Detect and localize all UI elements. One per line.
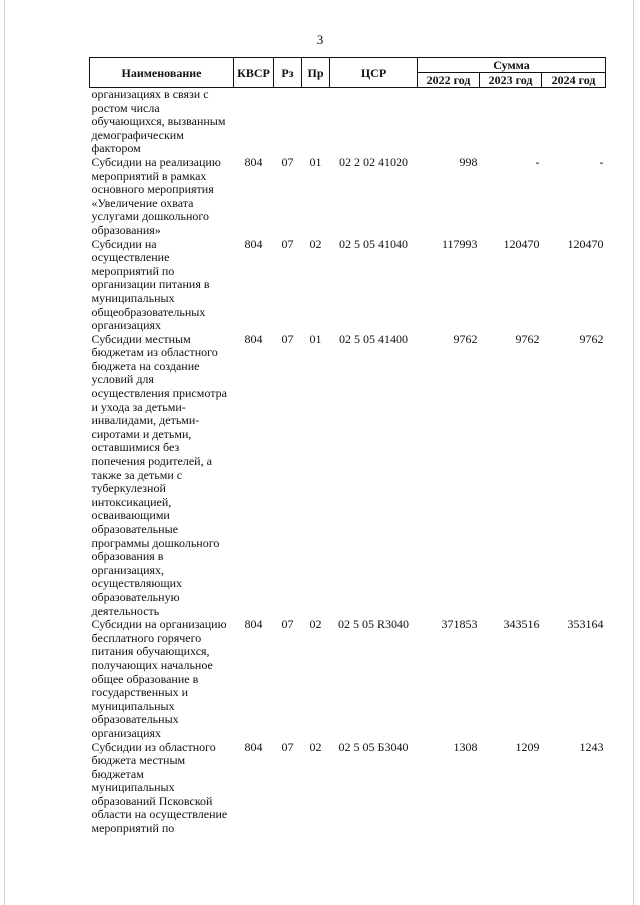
row-name-line: образовательную: [91, 589, 180, 604]
row-name-line: деятельность: [91, 603, 160, 618]
row-name-line: Субсидии на реализацию: [91, 154, 221, 169]
row-name-line: попечения родителей, а: [91, 454, 212, 469]
row-name: [90, 156, 234, 238]
scan-edge-left: [4, 0, 5, 905]
row-name: [90, 333, 234, 618]
row-name-line: Субсидии на: [91, 236, 157, 251]
row-name-line: питания обучающихся,: [91, 644, 210, 659]
row-name-line: также за детьми с: [91, 467, 183, 482]
row-name-line: образований Псковской: [91, 793, 213, 808]
row-sum-2023: 120470: [503, 236, 540, 251]
row-name-line: осуществляющих: [91, 576, 183, 591]
row-name-line: общее образование в: [91, 671, 199, 686]
header-year-2023: 2023 год: [480, 73, 542, 88]
row-kvsr: 804: [244, 739, 263, 754]
row-sum-2024: 1243: [579, 739, 604, 754]
row-name-line: государственных и: [91, 685, 189, 700]
row-name-line: получающих начальное: [91, 657, 213, 672]
row-kvsr: [234, 88, 274, 156]
row-csr: 02 2 02 41020: [339, 154, 408, 169]
row-sum-2022: 998: [459, 154, 478, 169]
row-name-line: сиротами и детьми,: [91, 426, 192, 441]
row-name-line: бесплатного горячего: [91, 630, 202, 645]
header-year-2022: 2022 год: [418, 73, 480, 88]
row-name-line: организациях: [91, 318, 162, 333]
row-sum-2023: 343516: [503, 617, 540, 632]
row-sum-2023: -: [535, 154, 540, 169]
header-kvsr: КВСР: [234, 58, 274, 88]
row-sum-2024: [542, 88, 606, 156]
row-sum-2023: 1209: [515, 739, 540, 754]
row-kvsr: 804: [244, 154, 263, 169]
row-name-line: образования в: [91, 549, 164, 564]
row-name-line: инвалидами, детьми-: [91, 413, 200, 428]
row-sum-2022: 9762: [453, 331, 478, 346]
row-kvsr: 804: [244, 617, 263, 632]
row-name-line: и ухода за детьми-: [91, 399, 186, 414]
row-name-line: Субсидии местным: [91, 331, 191, 346]
row-sum-2022: 1308: [453, 739, 478, 754]
row-name: [90, 88, 234, 156]
row-name-line: организации питания в: [91, 277, 210, 292]
row-csr: 02 5 05 Б3040: [338, 739, 409, 754]
row-name-line: муниципальных: [91, 780, 175, 795]
row-name-line: организациях в связи с: [91, 87, 209, 101]
row-name-line: интоксикацией,: [91, 494, 172, 509]
table-row: [90, 88, 606, 156]
row-name-line: Субсидии на организацию: [91, 617, 227, 632]
row-pr: 01: [309, 154, 322, 169]
row-csr: [330, 88, 418, 156]
row-name-line: «Увеличение охвата: [91, 195, 194, 210]
row-name-line: демографическим: [91, 127, 184, 142]
header-year-2024: 2024 год: [542, 73, 606, 88]
row-rz: 07: [281, 331, 294, 346]
row-name-line: организациях,: [91, 562, 165, 577]
row-name-line: услугами дошкольного: [91, 209, 209, 224]
row-kvsr: 804: [244, 331, 263, 346]
row-sum-2024: 120470: [567, 236, 604, 251]
row-name-line: бюджетам из областного: [91, 345, 218, 360]
table-row: [90, 156, 606, 238]
row-name-line: основного мероприятия: [91, 182, 214, 197]
row-name-line: мероприятий по: [91, 263, 175, 278]
table-row: [90, 741, 606, 836]
row-name-line: образовательные: [91, 522, 178, 536]
row-pr: 01: [309, 331, 322, 346]
row-sum-2022: 371853: [441, 617, 478, 632]
row-rz: 07: [281, 154, 294, 169]
row-name-line: осваивающими: [91, 508, 170, 523]
header-sum: Сумма: [418, 58, 606, 73]
row-sum-2022: [418, 88, 480, 156]
row-name-line: области на осуществление: [91, 807, 228, 822]
table-row: [90, 333, 606, 618]
row-sum-2023: [480, 88, 542, 156]
row-name-line: организациях: [91, 725, 162, 740]
row-name-line: бюджетам: [91, 766, 144, 781]
row-name-line: программы дошкольного: [91, 535, 220, 550]
row-name-line: ростом числа: [91, 100, 160, 115]
row-name-line: Субсидии из областного: [91, 739, 216, 754]
row-pr: 02: [309, 739, 322, 754]
row-rz: [274, 88, 302, 156]
row-name-line: обучающихся, вызванным: [91, 114, 226, 129]
row-name-line: условий для: [91, 372, 154, 387]
row-pr: 02: [309, 617, 322, 632]
row-name-line: муниципальных: [91, 290, 175, 305]
row-name-line: образования»: [91, 222, 161, 237]
row-rz: 07: [281, 739, 294, 754]
row-rz: 07: [281, 236, 294, 251]
row-name-line: оставшимися без: [91, 440, 180, 455]
row-sum-2024: 353164: [567, 617, 604, 632]
row-name-line: бюджета на создание: [91, 358, 200, 373]
row-name: [90, 618, 234, 740]
row-rz: 07: [281, 617, 294, 632]
row-csr: 02 5 05 41040: [339, 236, 408, 251]
table-row: [90, 618, 606, 740]
row-pr: 02: [309, 236, 322, 251]
row-name: [90, 741, 234, 836]
table-row: [90, 238, 606, 333]
row-csr: 02 5 05 41400: [339, 331, 408, 346]
row-name-line: муниципальных: [91, 698, 175, 713]
table-body: [90, 88, 606, 836]
row-name-line: мероприятий в рамках: [91, 168, 207, 183]
header-rz: Рз: [274, 58, 302, 88]
scan-edge-right: [633, 0, 634, 905]
row-name-line: туберкулезной: [91, 481, 166, 496]
row-name-line: мероприятий по: [91, 821, 175, 836]
row-kvsr: 804: [244, 236, 263, 251]
row-name: [90, 238, 234, 333]
header-name: Наименование: [90, 58, 234, 88]
row-sum-2024: -: [599, 154, 604, 169]
row-name-line: осуществления присмотра: [91, 386, 227, 401]
row-pr: [302, 88, 330, 156]
row-name-line: осуществление: [91, 250, 170, 265]
budget-table: [89, 57, 606, 836]
header-csr: ЦСР: [330, 58, 418, 88]
row-sum-2023: 9762: [515, 331, 540, 346]
page-number: 3: [316, 32, 324, 47]
row-sum-2022: 117993: [441, 236, 478, 251]
header-pr: Пр: [302, 58, 330, 88]
row-name-line: общеобразовательных: [91, 304, 206, 319]
row-csr: 02 5 05 R3040: [337, 617, 409, 632]
row-name-line: образовательных: [91, 712, 179, 727]
row-name-line: фактором: [91, 141, 141, 156]
row-name-line: бюджета местным: [91, 753, 186, 768]
row-sum-2024: 9762: [579, 331, 604, 346]
